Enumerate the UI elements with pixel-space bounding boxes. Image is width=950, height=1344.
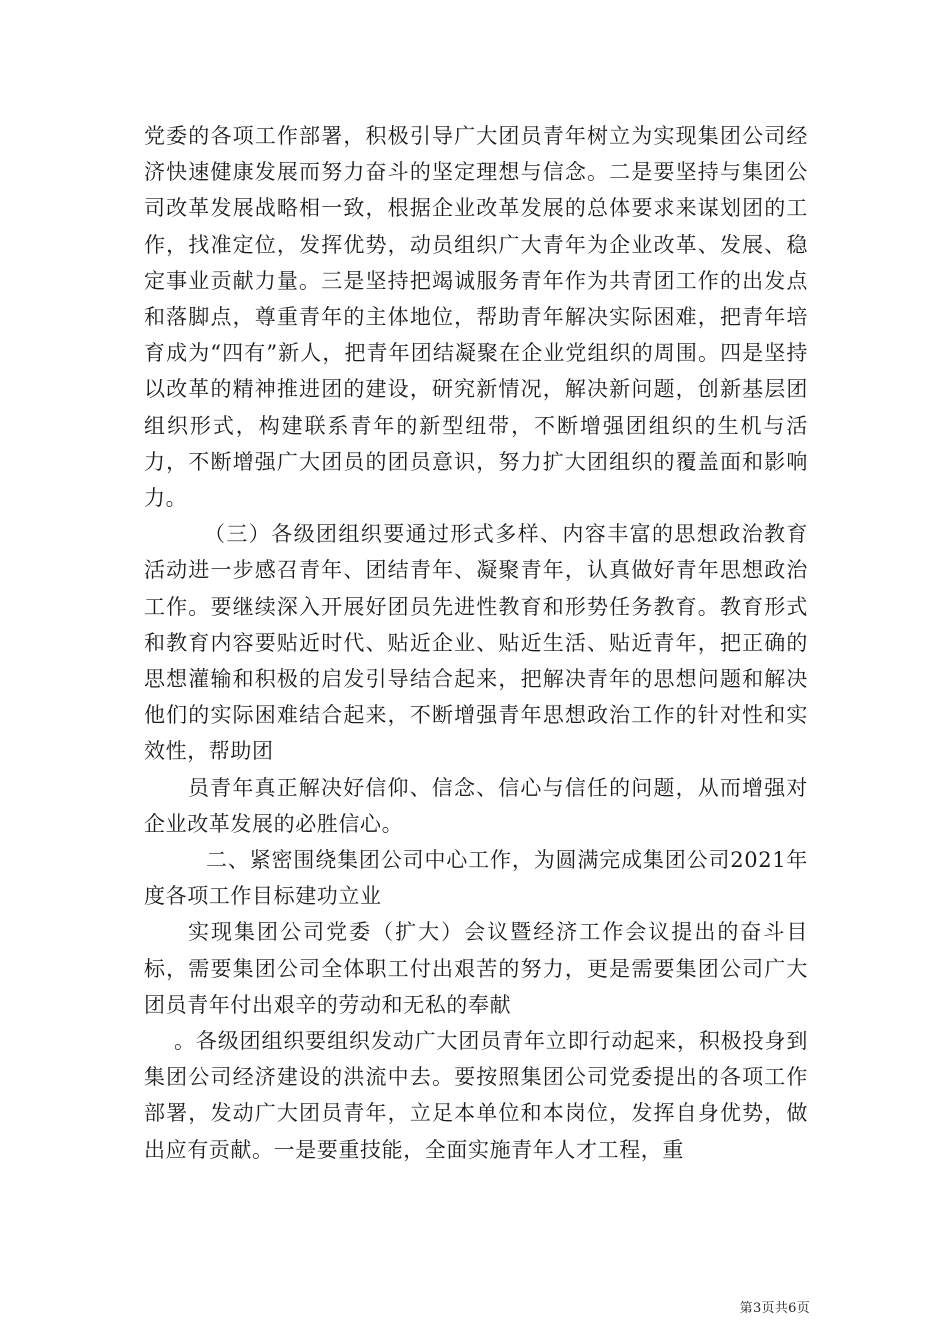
section-heading-two: 二、紧密围绕集团公司中心工作，为圆满完成集团公司2021年度各项工作目标建功立业 xyxy=(144,848,808,909)
paragraph-mobilize: 。各级团组织要组织发动广大团员青年立即行动起来，积极投身到集团公司经济建设的洪流中去。要按照集团公司党委提出的各项工作部署，发动广大团员青年，立足本单位和本岗位，发挥自身优势，做出应有贡献。一是要重技能，全面实施青年人才工程，重 xyxy=(144,1029,808,1162)
paragraph-section-three: （三）各级团组织要通过形式多样、内容丰富的思想政治教育活动进一步感召青年、团结青年、凝聚青年，认真做好青年思想政治工作。要继续深入开展好团员先进性教育和形势任务教育。教育形式和教育内容要贴近时代、贴近企业、贴近生活、贴近青年，把正确的思想灌输和积极的启发引导结合起来，把解决青年的思想问题和解决他们的实际困难结合起来，不断增强青年思想政治工作的针对性和实效性，帮助团 xyxy=(144,522,808,764)
paragraph-continued: 党委的各项工作部署，积极引导广大团员青年树立为实现集团公司经济快速健康发展而努力奋斗的坚定理想与信念。二是要坚持与集团公司改革发展战略相一致，根据企业改革发展的总体要求来谋划团的工作，找准定位，发挥优势，动员组织广大青年为企业改革、发展、稳定事业贡献力量。三是坚持把竭诚服务青年作为共青团工作的出发点和落脚点，尊重青年的主体地位，帮助青年解决实际困难，把青年培育成为“四有”新人，把青年团结凝聚在企业党组织的周围。四是坚持以改革的精神推进团的建设，研究新情况，解决新问题，创新基层团组织形式，构建联系青年的新型纽带，不断增强团组织的生机与活力，不断增强广大团员的团员意识，努力扩大团组织的覆盖面和影响力。 xyxy=(144,124,808,511)
document-body xyxy=(144,118,808,1168)
page-number-footer: 第3页共6页 xyxy=(739,1301,810,1316)
paragraph-goal-intro: 实现集团公司党委（扩大）会议暨经济工作会议提出的奋斗目标，需要集团公司全体职工付出艰苦的努力，更是需要集团公司广大团员青年付出艰辛的劳动和无私的奉献 xyxy=(144,920,808,1017)
paragraph-section-three-continued: 员青年真正解决好信仰、信念、信心与信任的问题，从而增强对企业改革发展的必胜信心。 xyxy=(144,775,808,836)
